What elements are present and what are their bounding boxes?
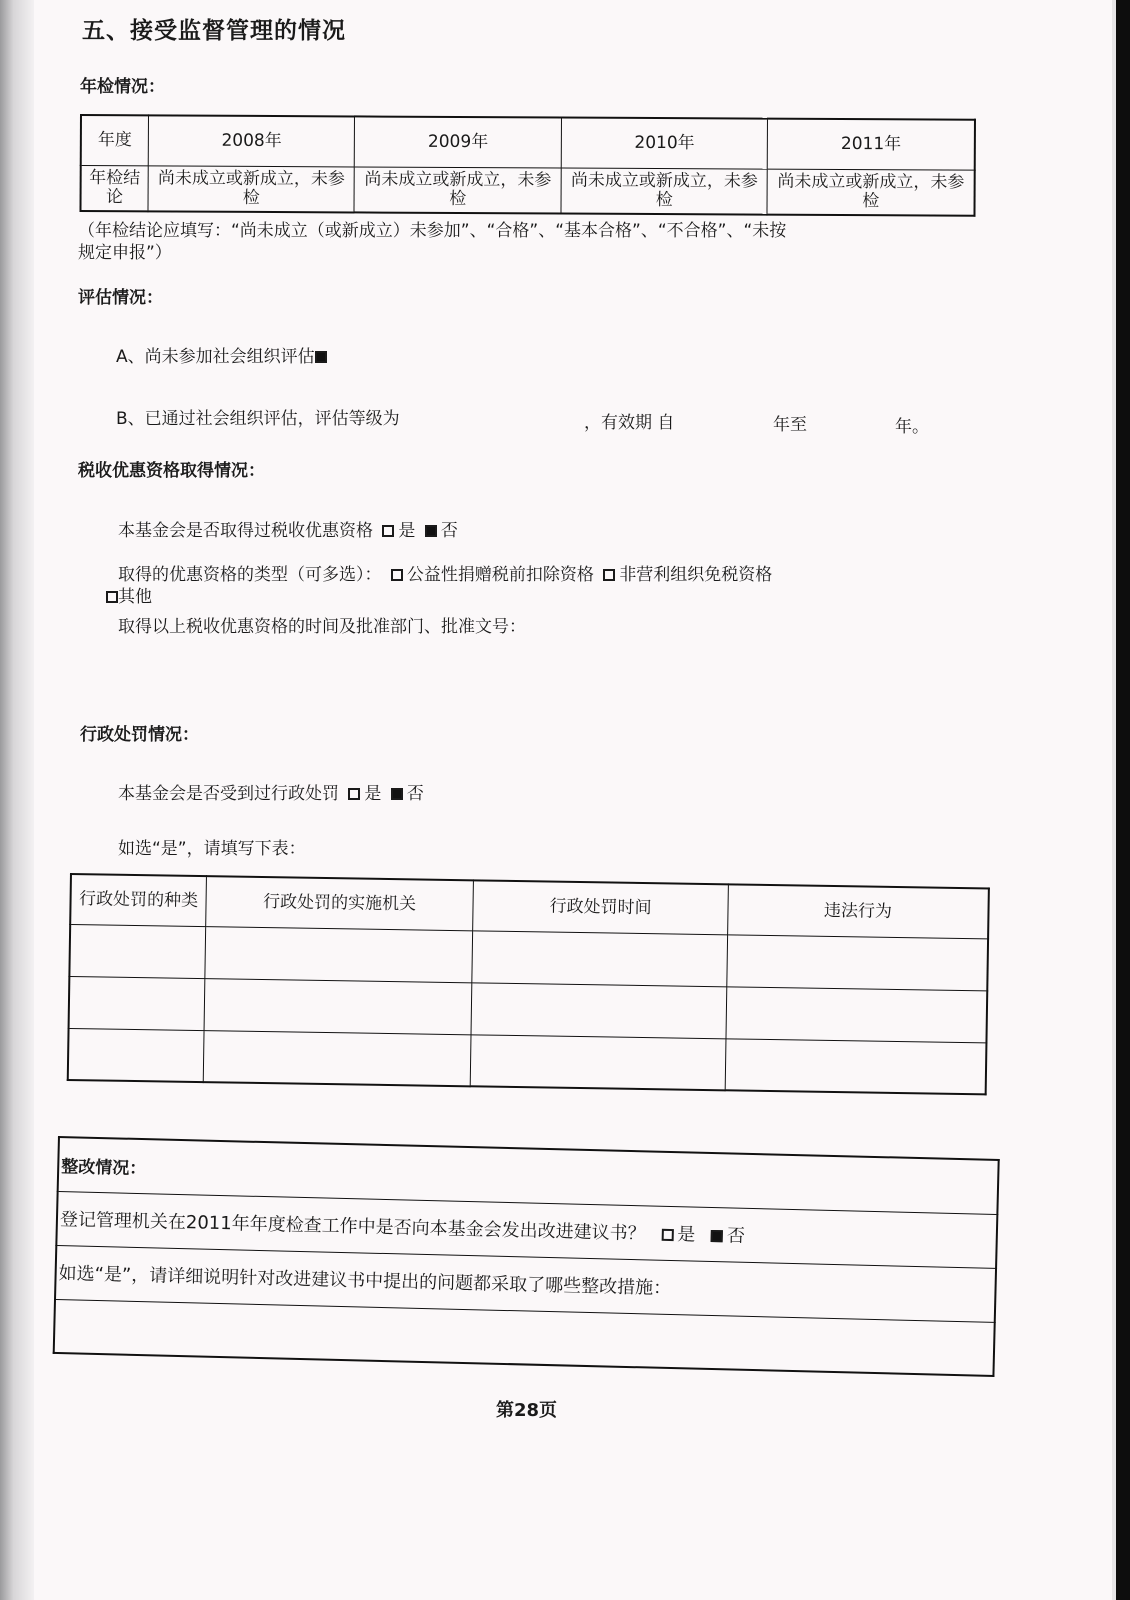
annual-inspection-table [79,114,976,217]
column-header: 行政处罚的种类 [70,874,206,926]
tax-time-question: 取得以上税收优惠资格的时间及批准部门、批准文号： [118,617,526,637]
column-header: 违法行为 [728,884,989,938]
table-cell[interactable] [69,976,205,1030]
table-header-row [81,115,975,170]
tax-type-question: 取得的优惠资格的类型（可多选）： [118,565,382,585]
penalty-instruction: 如选“是”，请填写下表： [118,839,306,859]
tax-question: 本基金会是否取得过税收优惠资格 [118,521,373,541]
page-edge [1112,0,1116,1600]
year-cell: 2011年 [768,119,975,170]
penalty-table [67,873,990,1095]
table-cell[interactable] [725,1038,986,1094]
table-cell[interactable] [470,1034,726,1090]
penalty-yes-checkbox[interactable] [348,788,360,800]
scan-border [1116,0,1130,1600]
rectification-detail-prompt: 如选“是”，请详细说明针对改进建议书中提出的问题都采取了哪些整改措施： [55,1245,996,1322]
option-b-year-to: 年至 [773,415,807,435]
rectification-no-label: 否 [726,1225,746,1247]
table-row [80,165,974,216]
tax-type-checkbox[interactable] [106,591,118,603]
rectification-yes-label: 是 [677,1224,696,1246]
rectification-question: 登记管理机关在2011年年度检查工作中是否向本基金会发出改进建议书？ [59,1209,646,1245]
table-cell[interactable] [69,924,205,978]
evaluation-option-b [116,404,400,429]
tax-type-checkbox[interactable] [603,569,615,581]
table-cell[interactable] [204,978,472,1034]
table-cell[interactable] [472,930,728,986]
result-cell: 尚未成立或新成立，未参检 [148,165,355,212]
tax-question-row [118,516,458,541]
penalty-no-label: 否 [406,784,424,804]
tax-type-option: 公益性捐赠税前扣除资格 [406,565,594,585]
year-cell: 2008年 [148,115,355,166]
table-cell[interactable] [727,934,988,990]
inspection-note-line1: （年检结论应填写：“尚未成立（或新成立）未参加”、“合格”、“基本合格”、“不合格”、“未按 [78,221,787,241]
tax-yes-checkbox[interactable] [382,525,394,537]
option-b-valid-from: ，有效期 自 [584,413,675,433]
table-cell[interactable] [68,1028,204,1082]
evaluation-option-a [116,342,331,367]
option-a-label: A、尚未参加社会组织评估 [116,347,315,367]
tax-no-checkbox[interactable] [425,525,437,537]
annual-inspection-heading: 年检情况： [80,77,165,97]
tax-heading: 税收优惠资格取得情况： [78,461,265,481]
year-cell: 2009年 [355,116,562,167]
tax-type-option: 非营利组织免税资格 [619,565,773,585]
rectification-table [53,1136,1000,1377]
table-cell[interactable] [471,982,727,1038]
option-a-checkbox[interactable] [315,351,327,363]
penalty-heading: 行政处罚情况： [80,725,199,745]
penalty-question-row [118,779,424,804]
tax-type-option: 其他 [118,587,152,607]
rectification-no-checkbox[interactable] [711,1230,723,1242]
page-number: 第28页 [496,1400,558,1421]
tax-yes-label: 是 [398,521,416,541]
year-header-label: 年度 [81,115,149,165]
result-cell: 尚未成立或新成立，未参检 [767,169,974,216]
result-label: 年检结论 [80,165,148,211]
penalty-no-checkbox[interactable] [391,788,403,800]
year-cell: 2010年 [561,118,768,169]
tax-type-other-row [106,582,152,607]
rectification-yes-checkbox[interactable] [661,1229,673,1241]
table-cell[interactable] [205,926,473,982]
option-b-year-end: 年。 [895,417,929,437]
penalty-yes-label: 是 [364,784,382,804]
tax-type-row [118,560,772,585]
option-b-label: B、已通过社会组织评估，评估等级为 [116,409,400,429]
penalty-question: 本基金会是否受到过行政处罚 [118,784,339,804]
rectification-heading: 整改情况： [58,1137,999,1214]
tax-type-checkbox[interactable] [391,569,403,581]
column-header: 行政处罚时间 [473,880,729,934]
evaluation-heading: 评估情况： [78,288,163,308]
result-cell: 尚未成立或新成立，未参检 [561,168,768,215]
tax-no-label: 否 [440,521,458,541]
section-title: 五、接受监督管理的情况 [82,18,346,44]
inspection-note-line2: 规定申报”） [78,243,172,263]
table-cell[interactable] [726,986,987,1042]
result-cell: 尚未成立或新成立，未参检 [354,166,561,213]
table-cell[interactable] [203,1030,471,1086]
page-edge-shadow [0,0,34,1600]
column-header: 行政处罚的实施机关 [206,876,474,930]
